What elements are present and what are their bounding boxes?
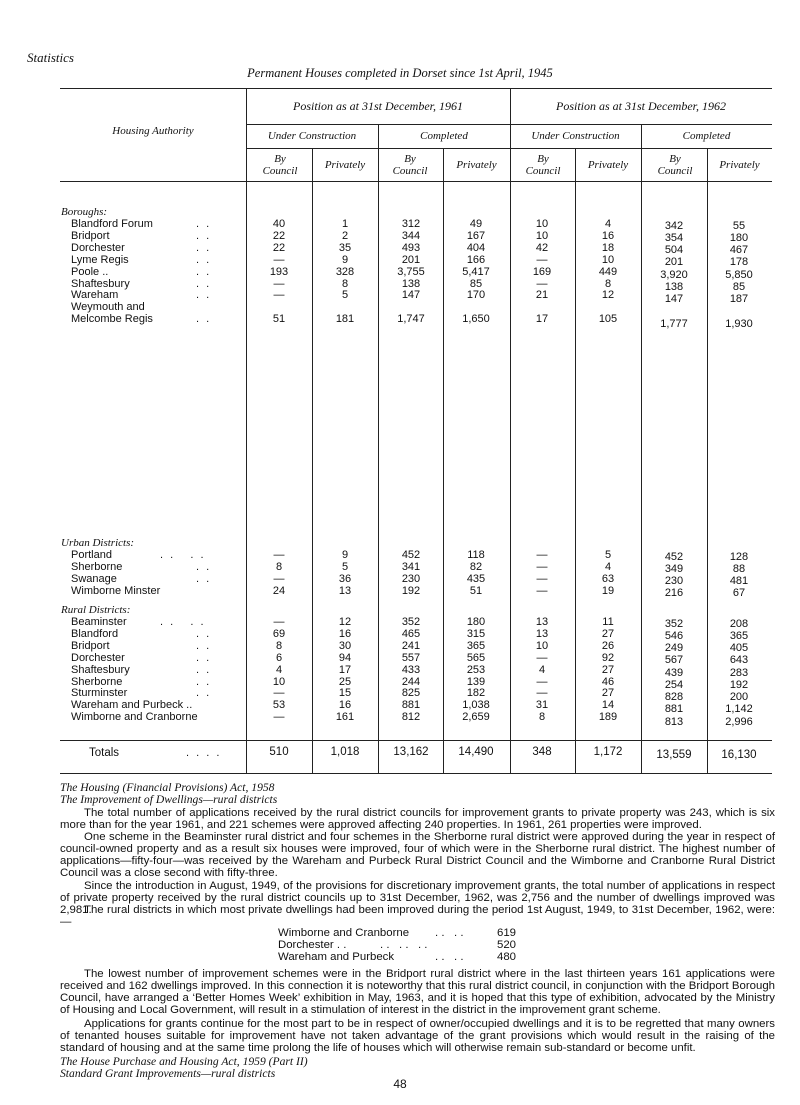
table-cell: — (536, 253, 548, 266)
table-cell: — (536, 651, 548, 664)
col-divider (246, 88, 247, 773)
authority-name: Shaftesbury (71, 663, 130, 676)
table-cell: 493 (401, 241, 421, 254)
paragraph: Since the introduction in August, 1949, of the provisions for discretionary improvement grants, the total number of applications in respect of private property received by the rural district councils up to 31st December, 1962, was 2,756 and the number of dwellings improved was 2,981. (60, 880, 775, 917)
table-cell: 546 (664, 629, 684, 642)
table-cell: 3,755 (397, 265, 425, 278)
table-cell: 21 (535, 289, 549, 302)
table-cell: 241 (401, 639, 421, 652)
table-cell: 567 (664, 654, 684, 667)
authority-name: Dorchester (71, 241, 125, 254)
table-cell: 344 (401, 229, 421, 242)
section-heading: Boroughs: (61, 206, 108, 218)
table-cell: 5 (604, 549, 612, 561)
table-cell: 349 (664, 562, 684, 575)
table-cell: 8 (604, 277, 612, 290)
table-bottom-rule (60, 773, 772, 774)
leader-dots: . . (196, 639, 212, 652)
table-cell: 4 (275, 663, 283, 676)
header-subrule (246, 124, 772, 125)
table-cell: 138 (401, 277, 421, 290)
table-cell: 283 (729, 666, 749, 679)
table-cell: 3,920 (660, 268, 688, 281)
table-cell: 1 (341, 218, 349, 230)
table-cell: 5 (341, 289, 349, 302)
table-cell: 92 (601, 651, 615, 664)
table-cell: 244 (401, 675, 421, 688)
table-cell: — (536, 277, 548, 290)
authority-name: Bridport (71, 229, 110, 242)
table-cell: 365 (466, 639, 486, 652)
table-cell: 192 (729, 678, 749, 691)
table-cell: — (536, 675, 548, 688)
authority-name: Sturminster (71, 687, 128, 700)
table-cell: 187 (729, 293, 749, 305)
table-cell: 216 (664, 587, 684, 600)
table-cell: — (273, 549, 285, 561)
heading-financial-provisions: The Housing (Financial Provisions) Act, 1958 (60, 781, 275, 794)
table-cell: 1,930 (725, 317, 753, 330)
table-cell: 53 (272, 699, 286, 712)
table-cell: 161 (335, 711, 355, 724)
heading-house-purchase: The House Purchase and Housing Act, 1959 (Part II) (60, 1055, 308, 1068)
table-cell: 352 (401, 616, 421, 628)
table-cell: — (536, 584, 548, 597)
table-cell: 10 (535, 229, 549, 242)
authority-name: Blandford (71, 627, 119, 640)
heading-standard-grant: Standard Grant Improvements—rural districts (60, 1067, 276, 1080)
paragraph: The rural districts in which most private dwellings had been improved during the period 1st August, 1949, to 31st December, 1962, were:— (60, 904, 775, 929)
table-cell: 433 (401, 663, 421, 676)
table-cell: 812 (401, 711, 421, 724)
paragraph: One scheme in the Beaminster rural district and four schemes in the Sherborne rural district were approved during the year in respect of council-owned property and as a result six houses were improved, four of which were in the Sherborne rural district. The highest number of applications—fifty-four—was received by the Wareham and Purbeck Rural District Council and the Wimborne and Cranborne Rural District Council was a close second with fifty-three. (60, 831, 775, 880)
table-cell: 22 (272, 229, 286, 242)
table-cell: 828 (664, 691, 684, 703)
under-construction-header: Under Construction (267, 130, 357, 142)
authority-name: Lyme Regis (71, 253, 129, 266)
table-cell: 35 (338, 241, 352, 254)
table-cell: 4 (604, 560, 612, 573)
leader-dots: . . (196, 560, 212, 573)
table-cell: 118 (467, 549, 485, 561)
table-cell: 166 (466, 253, 486, 266)
table-cell: 435 (466, 572, 486, 585)
table-cell: 85 (469, 277, 483, 290)
table-cell: 169 (532, 265, 552, 278)
table-cell: 813 (664, 715, 684, 728)
table-cell: 30 (338, 639, 352, 652)
table-cell: 2 (341, 229, 349, 242)
table-cell: 181 (335, 313, 355, 326)
table-cell: — (536, 560, 548, 573)
table-cell: 22 (272, 241, 286, 254)
table-cell: 201 (664, 256, 684, 269)
table-cell: 49 (469, 218, 483, 230)
table-cell: 17 (338, 663, 352, 676)
totals-cell: 1,172 (593, 746, 623, 758)
table-cell: 167 (466, 229, 486, 242)
table-cell: 138 (664, 280, 684, 293)
authority-name: Beaminster (71, 616, 127, 628)
totals-cell: 510 (269, 746, 289, 758)
table-cell: 467 (729, 244, 749, 256)
table-cell: 46 (601, 675, 615, 688)
table-cell: 404 (466, 241, 486, 254)
table-cell: 16 (601, 229, 615, 242)
table-cell: 1,777 (660, 317, 688, 330)
table-cell: 18 (601, 241, 615, 254)
totals-cell: 14,490 (458, 746, 494, 758)
table-cell: 25 (338, 675, 352, 688)
table-cell: 4 (604, 218, 612, 230)
leader-dots: . . (196, 218, 212, 230)
section-heading: Rural Districts: (61, 604, 131, 616)
table-cell: 147 (401, 289, 421, 302)
authority-name: Swanage (71, 572, 117, 585)
table-cell: 328 (335, 265, 355, 278)
totals-cell: 13,162 (393, 746, 429, 758)
authority-name: Portland (71, 549, 112, 561)
leader-dots: . . (196, 687, 212, 700)
totals-cell: 348 (532, 746, 552, 758)
table-cell: 31 (535, 699, 549, 712)
table-cell: 193 (269, 265, 289, 278)
leader-dots: . . (196, 241, 212, 254)
table-title: Permanent Houses completed in Dorset since 1st April, 1945 (247, 66, 553, 80)
section-heading: Urban Districts: (61, 537, 135, 549)
col-divider (378, 124, 379, 773)
authority-name: Blandford Forum (71, 218, 153, 230)
table-cell: 67 (732, 587, 746, 600)
paragraph: The total number of applications received by the rural district councils for improvement grants to private property was 243, which is six more than for the year 1961, and 221 schemes were approved affecting 240 properties. In 1961, 261 properties were improved. (60, 807, 775, 832)
leader-dots: . . (196, 277, 212, 290)
table-cell: 253 (466, 663, 486, 676)
leader-dots: . . (196, 651, 212, 664)
table-totals-rule (60, 740, 772, 741)
completed-header: Completed (420, 130, 468, 142)
authority-name: Wimborne and Cranborne (71, 711, 198, 724)
table-cell: 9 (341, 253, 349, 266)
table-cell: 230 (401, 572, 421, 585)
table-cell: 881 (664, 703, 684, 716)
leader-dots: . . . . (160, 616, 206, 628)
authority-name: Sherborne (71, 560, 123, 573)
table-cell: 82 (469, 560, 483, 573)
table-cell: 27 (601, 627, 615, 640)
table-cell: 249 (664, 642, 684, 654)
table-cell: 12 (601, 289, 615, 302)
col-divider (443, 148, 444, 773)
authority-name: Wareham (71, 289, 119, 302)
privately-header: Privately (719, 159, 760, 171)
table-cell: 230 (664, 575, 684, 587)
table-cell: 63 (601, 572, 615, 585)
table-cell: 40 (272, 218, 286, 230)
table-cell: 449 (598, 265, 618, 278)
table-cell: 51 (469, 584, 483, 597)
col-divider (641, 124, 642, 773)
table-cell: 8 (275, 639, 283, 652)
table-cell: 180 (729, 231, 749, 244)
table-cell: 200 (729, 691, 749, 703)
table-cell: 10 (601, 253, 615, 266)
table-cell: 139 (466, 675, 486, 688)
table-cell: 341 (401, 560, 421, 573)
table-cell: 365 (729, 629, 749, 642)
col-divider (510, 88, 511, 773)
authority-name: Melcombe Regis (71, 313, 153, 326)
header-subrule (246, 148, 772, 149)
table-cell: — (536, 572, 548, 585)
table-cell: 189 (598, 711, 618, 724)
table-cell: 565 (466, 651, 486, 664)
table-cell: 342 (664, 219, 684, 232)
table-cell: 2,659 (462, 711, 490, 724)
authority-name: Shaftesbury (71, 277, 130, 290)
table-cell: — (273, 277, 285, 290)
completed-header: Completed (682, 130, 731, 142)
table-cell: 14 (601, 699, 615, 712)
table-cell: 11 (602, 616, 614, 628)
table-cell: 315 (466, 627, 486, 640)
authority-name: Sherborne (71, 675, 123, 688)
table-cell: — (273, 253, 285, 266)
table-cell: 51 (272, 313, 286, 326)
table-cell: 27 (601, 687, 615, 700)
table-cell: 5 (341, 560, 349, 573)
table-cell: 8 (275, 560, 283, 573)
district-name: Wareham and Purbeck (278, 951, 395, 963)
table-cell: 12 (338, 616, 352, 628)
under-construction-header: Under Construction (531, 130, 620, 142)
table-header-rule (60, 181, 772, 182)
table-cell: 5,850 (725, 268, 753, 281)
table-cell: 208 (729, 617, 749, 630)
table-cell: 312 (401, 218, 421, 230)
totals-leader: . . . . (186, 747, 222, 759)
table-cell: 128 (729, 550, 749, 563)
table-cell: 1,142 (725, 703, 753, 716)
table-cell: 8 (341, 277, 349, 290)
table-cell: 27 (601, 663, 615, 676)
heading-improvement-dwellings: The Improvement of Dwellings—rural districts (60, 793, 278, 806)
authority-name: Wareham and Purbeck .. (71, 699, 193, 712)
by-council-header: By Council (525, 153, 561, 177)
table-cell: 643 (729, 654, 749, 667)
table-cell: — (273, 687, 285, 700)
table-cell: 170 (466, 289, 486, 302)
table-cell: 6 (275, 651, 283, 664)
table-cell: 13 (535, 616, 549, 628)
table-cell: 15 (338, 687, 352, 700)
district-name: Wimborne and Cranborne (278, 927, 410, 939)
table-cell: 69 (272, 627, 286, 640)
table-cell: — (273, 289, 285, 302)
authority-name: Wimborne Minster (71, 584, 161, 597)
district-name: Dorchester . . (278, 939, 347, 951)
table-cell: 481 (729, 575, 749, 587)
table-cell: 94 (338, 651, 352, 664)
table-cell: 2,996 (725, 715, 753, 728)
col-divider (312, 148, 313, 773)
leader-dots: . . (196, 265, 212, 278)
table-cell: 26 (601, 639, 615, 652)
table-cell: 1,038 (462, 699, 490, 712)
table-cell: 1,747 (397, 313, 425, 326)
table-cell: 192 (401, 584, 421, 597)
paragraph: Applications for grants continue for the most part to be in respect of owner/occupied dwellings and it is to be regretted that many owners of tenanted houses suitable for improvement have not taken advantage of the grant provisions which would result in the raising of the standard of housing and at the same time prolong the life of houses which will otherwise remain sub-standard or become unfit. (60, 1018, 775, 1055)
table-cell: 36 (338, 572, 352, 585)
leader-dots: . . (196, 313, 212, 326)
table-cell: 13 (338, 584, 352, 597)
position-1961-header: Position as at 31st December, 1961 (293, 99, 463, 113)
district-count: 619 (497, 927, 517, 939)
leader-dots: . . (196, 675, 212, 688)
table-cell: 182 (466, 687, 486, 700)
table-cell: 405 (729, 642, 749, 654)
totals-cell: 16,130 (721, 749, 757, 761)
authority-name: Poole .. (71, 265, 109, 278)
table-cell: 105 (598, 313, 618, 326)
table-cell: 9 (341, 549, 349, 561)
table-cell: 10 (535, 218, 549, 230)
table-cell: 13 (535, 627, 549, 640)
district-leader: . . . . (435, 927, 464, 939)
authority-name: Weymouth and (71, 301, 145, 314)
section-label: Statistics (27, 50, 74, 65)
authority-name: Bridport (71, 639, 110, 652)
table-cell: 16 (338, 699, 352, 712)
authority-name: Dorchester (71, 651, 125, 664)
table-cell: 5,417 (462, 265, 490, 278)
leader-dots: . . . . (160, 549, 206, 561)
table-cell: — (273, 572, 285, 585)
table-cell: — (536, 687, 548, 700)
table-top-rule (60, 88, 772, 89)
by-council-header: By Council (262, 153, 298, 177)
table-cell: 147 (664, 293, 684, 305)
leader-dots: . . (196, 253, 212, 266)
table-cell: 452 (664, 550, 684, 563)
table-cell: 201 (401, 253, 421, 266)
table-cell: 354 (664, 231, 684, 244)
table-cell: 10 (272, 675, 286, 688)
by-council-header: By Council (392, 153, 428, 177)
leader-dots: . . (196, 572, 212, 585)
table-cell: 4 (538, 663, 546, 676)
table-cell: 17 (535, 313, 549, 326)
paragraph: The lowest number of improvement schemes were in the Bridport rural district where in the last thirteen years 161 applications were received and 162 dwellings improved. In this connection it is noteworthy that this rural district council, in conjunction with the Bridport Borough Council, have arranged a ‘Better Homes Week’ exhibition in May, 1963, and it is hoped that this type of exhibition, advocated by the Ministry of Housing and Local Government, will result in a stimulation of interest in the district in the improvement grant scheme. (60, 968, 775, 1017)
authority-header: Housing Authority (112, 125, 194, 137)
table-cell: 1,650 (462, 313, 490, 326)
col-divider (707, 148, 708, 773)
district-leader: . . . . . . (380, 939, 428, 951)
table-cell: 352 (664, 617, 684, 630)
table-cell: — (273, 711, 285, 724)
leader-dots: . . (196, 627, 212, 640)
table-cell: 825 (401, 687, 421, 700)
leader-dots: . . (196, 663, 212, 676)
table-cell: 452 (401, 549, 421, 561)
table-cell: 254 (664, 678, 684, 691)
table-cell: — (273, 616, 285, 628)
privately-header: Privately (587, 159, 629, 171)
table-cell: 42 (535, 241, 549, 254)
table-cell: 881 (401, 699, 421, 712)
table-cell: 88 (732, 562, 746, 575)
table-cell: 439 (664, 666, 684, 679)
table-cell: 24 (272, 584, 286, 597)
privately-header: Privately (456, 159, 497, 171)
by-council-header: By Council (657, 153, 693, 177)
table-cell: 180 (466, 616, 486, 628)
table-cell: 16 (338, 627, 352, 640)
totals-label: Totals (89, 747, 120, 759)
table-cell: 85 (732, 280, 746, 293)
page-number: 48 (393, 1077, 407, 1091)
table-cell: 8 (538, 711, 546, 724)
position-1962-header: Position as at 31st December, 1962 (556, 99, 726, 113)
totals-cell: 1,018 (330, 746, 360, 758)
table-cell: 504 (664, 244, 684, 256)
table-cell: 10 (535, 639, 549, 652)
col-divider (575, 148, 576, 773)
privately-header: Privately (324, 159, 366, 171)
table-cell: 19 (601, 584, 615, 597)
table-cell: 465 (401, 627, 421, 640)
leader-dots: . . (196, 289, 212, 302)
leader-dots: . . (196, 229, 212, 242)
district-count: 520 (497, 939, 517, 951)
district-count: 480 (497, 951, 517, 963)
district-leader: . . . . (435, 951, 464, 963)
table-cell: 55 (732, 219, 746, 232)
totals-cell: 13,559 (656, 749, 692, 761)
table-cell: 557 (401, 651, 421, 664)
table-cell: — (536, 549, 548, 561)
table-cell: 178 (729, 256, 749, 269)
